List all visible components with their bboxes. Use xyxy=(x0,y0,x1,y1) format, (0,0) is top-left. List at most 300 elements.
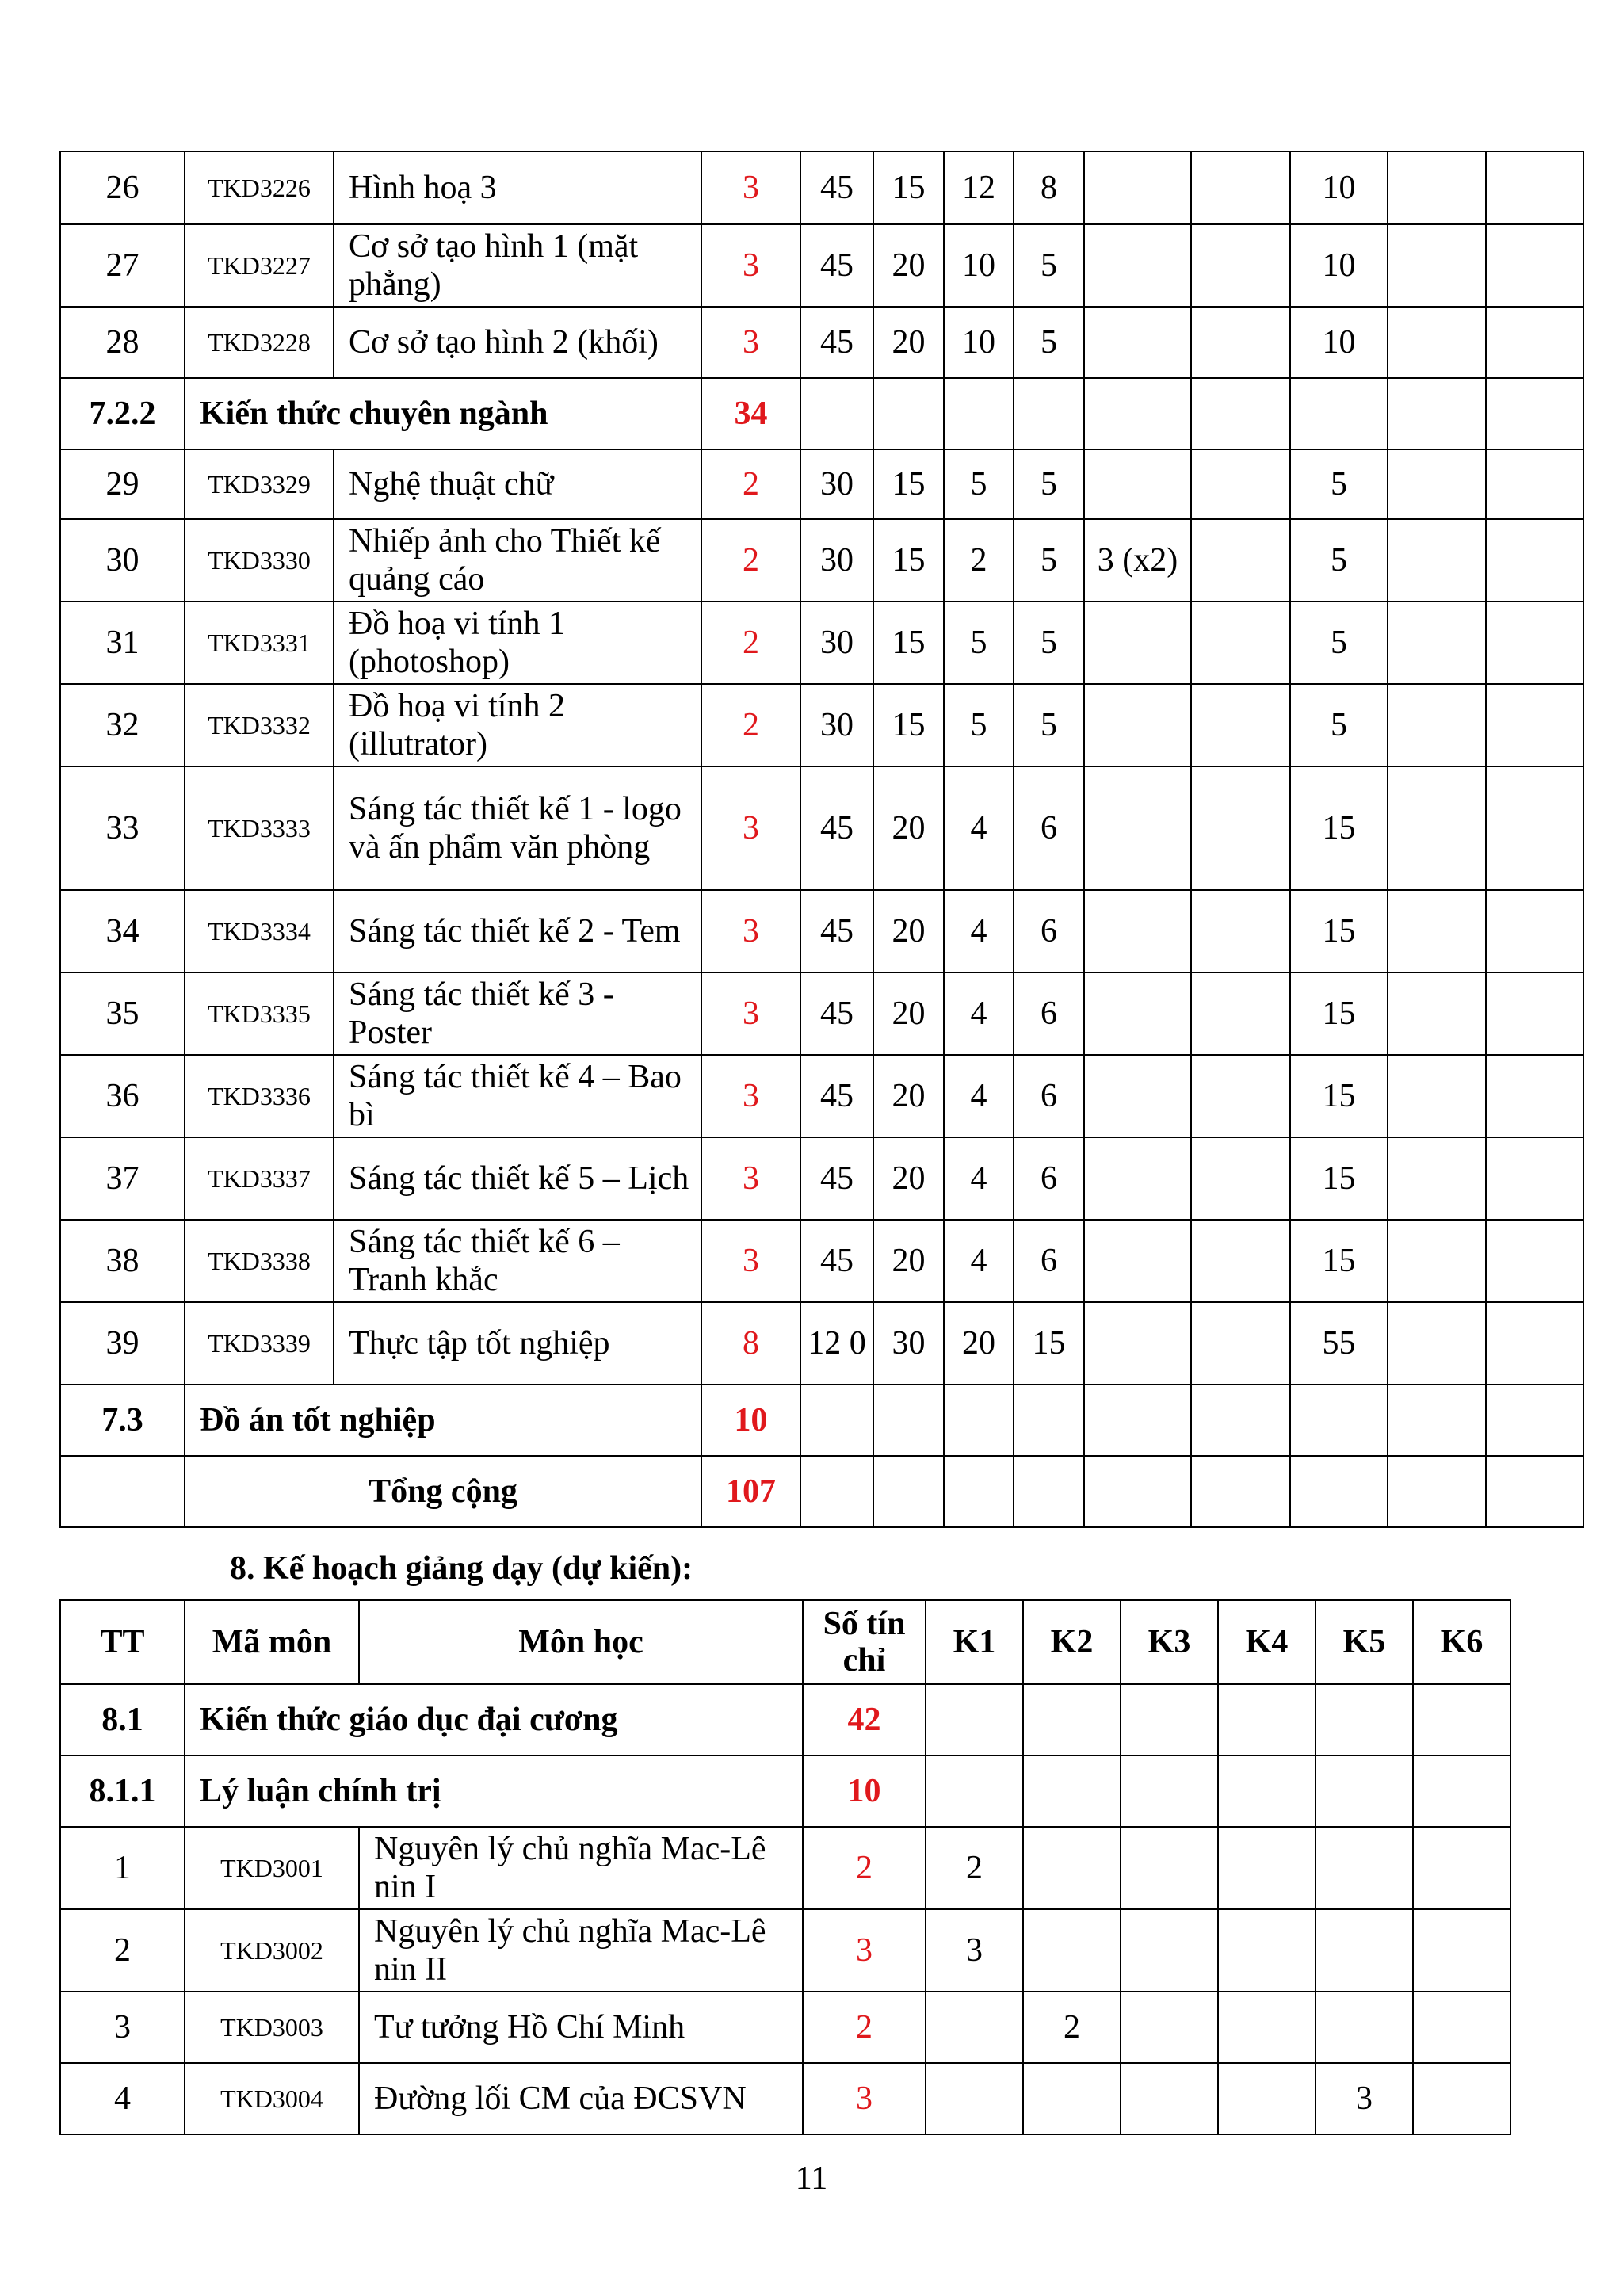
row-number: 3 xyxy=(60,1992,185,2063)
empty-cell xyxy=(944,378,1014,449)
row-number: 39 xyxy=(60,1302,185,1385)
hours-c5 xyxy=(1084,151,1191,224)
total-label: Tổng cộng xyxy=(185,1456,701,1527)
course-name: Nhiếp ảnh cho Thiết kế quảng cáo xyxy=(334,519,701,602)
semester-k3 xyxy=(1121,1992,1218,2063)
row-number: 4 xyxy=(60,2063,185,2134)
row-number: 37 xyxy=(60,1137,185,1220)
hours-c2: 20 xyxy=(873,766,944,890)
hours-c3: 10 xyxy=(944,224,1014,307)
semester-k6 xyxy=(1413,2063,1510,2134)
hours-c7: 15 xyxy=(1290,1137,1388,1220)
hours-c8 xyxy=(1388,972,1486,1055)
hours-c2: 20 xyxy=(873,1055,944,1137)
header-code: Mã môn xyxy=(185,1600,359,1684)
hours-c1: 30 xyxy=(800,519,873,602)
section-title: Đồ án tốt nghiệp xyxy=(185,1385,701,1456)
course-name: Đồ hoạ vi tính 1 (photoshop) xyxy=(334,602,701,684)
hours-c7: 10 xyxy=(1290,224,1388,307)
hours-c4: 6 xyxy=(1014,1137,1084,1220)
section-credits: 10 xyxy=(701,1385,800,1456)
hours-c2: 15 xyxy=(873,519,944,602)
hours-c6 xyxy=(1191,151,1290,224)
empty-cell xyxy=(1388,1456,1486,1527)
semester-k1 xyxy=(926,1992,1023,2063)
hours-c8 xyxy=(1388,151,1486,224)
section-title: Kiến thức giáo dục đại cương xyxy=(185,1684,803,1755)
section-credits: 34 xyxy=(701,378,800,449)
hours-c8 xyxy=(1388,890,1486,972)
empty-cell xyxy=(1486,1385,1583,1456)
course-name: Cơ sở tạo hình 1 (mặt phẳng) xyxy=(334,224,701,307)
table-row xyxy=(60,684,1583,766)
course-code: TKD3335 xyxy=(185,972,334,1055)
hours-c4: 5 xyxy=(1014,684,1084,766)
row-number: 34 xyxy=(60,890,185,972)
hours-c5 xyxy=(1084,890,1191,972)
course-code: TKD3227 xyxy=(185,224,334,307)
hours-c3: 5 xyxy=(944,684,1014,766)
semester-k4 xyxy=(1218,1909,1316,1992)
course-credits: 3 xyxy=(701,1055,800,1137)
section-number: 8.1.1 xyxy=(60,1755,185,1827)
hours-c7: 10 xyxy=(1290,307,1388,378)
course-code: TKD3332 xyxy=(185,684,334,766)
hours-c2: 15 xyxy=(873,684,944,766)
course-name: Sáng tác thiết kế 1 - logo và ấn phẩm văn phòng xyxy=(334,766,701,890)
course-name: Thực tập tốt nghiệp xyxy=(334,1302,701,1385)
empty-cell xyxy=(1023,1684,1121,1755)
hours-c6 xyxy=(1191,224,1290,307)
curriculum-table-7 xyxy=(59,151,1584,1528)
row-number: 33 xyxy=(60,766,185,890)
semester-k2 xyxy=(1023,2063,1121,2134)
semester-k1 xyxy=(926,2063,1023,2134)
hours-c5 xyxy=(1084,1137,1191,1220)
empty-cell xyxy=(1486,378,1583,449)
hours-c4: 15 xyxy=(1014,1302,1084,1385)
empty-cell xyxy=(1290,1385,1388,1456)
header-k3: K3 xyxy=(1121,1600,1218,1684)
hours-c2: 20 xyxy=(873,224,944,307)
course-name: Đường lối CM của ĐCSVN xyxy=(359,2063,803,2134)
hours-c6 xyxy=(1191,1055,1290,1137)
hours-c3: 4 xyxy=(944,890,1014,972)
empty-cell xyxy=(1014,1385,1084,1456)
hours-c3: 20 xyxy=(944,1302,1014,1385)
header-k2: K2 xyxy=(1023,1600,1121,1684)
hours-c7: 5 xyxy=(1290,449,1388,519)
teaching-plan-table xyxy=(59,1599,1511,2135)
hours-c5 xyxy=(1084,1055,1191,1137)
hours-c3: 5 xyxy=(944,449,1014,519)
hours-c1: 45 xyxy=(800,972,873,1055)
row-number: 2 xyxy=(60,1909,185,1992)
hours-c9 xyxy=(1486,1302,1583,1385)
hours-c1: 45 xyxy=(800,1137,873,1220)
empty-cell xyxy=(1121,1755,1218,1827)
hours-c8 xyxy=(1388,519,1486,602)
hours-c8 xyxy=(1388,1302,1486,1385)
empty-cell xyxy=(944,1385,1014,1456)
course-name: Nguyên lý chủ nghĩa Mac-Lê nin II xyxy=(359,1909,803,1992)
hours-c8 xyxy=(1388,449,1486,519)
header-name: Môn học xyxy=(359,1600,803,1684)
hours-c4: 5 xyxy=(1014,224,1084,307)
semester-k5 xyxy=(1316,1909,1413,1992)
hours-c8 xyxy=(1388,602,1486,684)
course-code: TKD3338 xyxy=(185,1220,334,1302)
hours-c1: 45 xyxy=(800,307,873,378)
empty-cell xyxy=(926,1755,1023,1827)
empty-cell xyxy=(1290,378,1388,449)
hours-c9 xyxy=(1486,519,1583,602)
hours-c1: 45 xyxy=(800,224,873,307)
hours-c8 xyxy=(1388,1055,1486,1137)
table-row xyxy=(60,972,1583,1055)
course-name: Nguyên lý chủ nghĩa Mac-Lê nin I xyxy=(359,1827,803,1909)
semester-k3 xyxy=(1121,2063,1218,2134)
semester-k4 xyxy=(1218,1827,1316,1909)
hours-c1: 30 xyxy=(800,684,873,766)
course-name: Nghệ thuật chữ xyxy=(334,449,701,519)
hours-c2: 15 xyxy=(873,151,944,224)
course-name: Sáng tác thiết kế 2 - Tem xyxy=(334,890,701,972)
hours-c9 xyxy=(1486,307,1583,378)
empty-cell xyxy=(1023,1755,1121,1827)
hours-c2: 20 xyxy=(873,1220,944,1302)
hours-c7: 15 xyxy=(1290,1220,1388,1302)
course-code: TKD3331 xyxy=(185,602,334,684)
table-row xyxy=(60,1220,1583,1302)
semester-k2 xyxy=(1023,1827,1121,1909)
semester-k6 xyxy=(1413,1992,1510,2063)
empty-cell xyxy=(1121,1684,1218,1755)
header-k6: K6 xyxy=(1413,1600,1510,1684)
hours-c5: 3 (x2) xyxy=(1084,519,1191,602)
semester-k5 xyxy=(1316,1827,1413,1909)
hours-c4: 8 xyxy=(1014,151,1084,224)
hours-c8 xyxy=(1388,1220,1486,1302)
semester-k5 xyxy=(1316,1992,1413,2063)
course-code: TKD3333 xyxy=(185,766,334,890)
hours-c3: 12 xyxy=(944,151,1014,224)
section-title: Kiến thức chuyên ngành xyxy=(185,378,701,449)
course-name: Hình hoạ 3 xyxy=(334,151,701,224)
hours-c2: 20 xyxy=(873,307,944,378)
hours-c3: 4 xyxy=(944,1220,1014,1302)
hours-c4: 6 xyxy=(1014,1055,1084,1137)
course-code: TKD3334 xyxy=(185,890,334,972)
semester-k1: 3 xyxy=(926,1909,1023,1992)
course-code: TKD3003 xyxy=(185,1992,359,2063)
empty-cell xyxy=(1218,1755,1316,1827)
hours-c1: 45 xyxy=(800,766,873,890)
course-code: TKD3001 xyxy=(185,1827,359,1909)
table-row xyxy=(60,602,1583,684)
semester-k3 xyxy=(1121,1827,1218,1909)
semester-k2 xyxy=(1023,1909,1121,1992)
hours-c7: 55 xyxy=(1290,1302,1388,1385)
course-credits: 2 xyxy=(803,1992,926,2063)
empty-cell xyxy=(1413,1684,1510,1755)
hours-c6 xyxy=(1191,684,1290,766)
row-number: 38 xyxy=(60,1220,185,1302)
empty-cell xyxy=(1290,1456,1388,1527)
row-number: 35 xyxy=(60,972,185,1055)
course-credits: 3 xyxy=(701,224,800,307)
empty-cell xyxy=(1316,1684,1413,1755)
hours-c9 xyxy=(1486,224,1583,307)
hours-c9 xyxy=(1486,602,1583,684)
course-name: Sáng tác thiết kế 5 – Lịch xyxy=(334,1137,701,1220)
course-code: TKD3002 xyxy=(185,1909,359,1992)
hours-c5 xyxy=(1084,307,1191,378)
empty-cell xyxy=(1413,1755,1510,1827)
course-credits: 3 xyxy=(701,890,800,972)
section-number: 7.3 xyxy=(60,1385,185,1456)
empty-cell xyxy=(1191,378,1290,449)
hours-c9 xyxy=(1486,766,1583,890)
hours-c9 xyxy=(1486,1220,1583,1302)
course-name: Sáng tác thiết kế 3 - Poster xyxy=(334,972,701,1055)
semester-k3 xyxy=(1121,1909,1218,1992)
course-credits: 3 xyxy=(701,766,800,890)
hours-c1: 30 xyxy=(800,449,873,519)
hours-c6 xyxy=(1191,972,1290,1055)
course-name: Sáng tác thiết kế 6 – Tranh khắc xyxy=(334,1220,701,1302)
hours-c5 xyxy=(1084,1302,1191,1385)
empty-cell xyxy=(873,1385,944,1456)
row-number: 32 xyxy=(60,684,185,766)
section-credits: 10 xyxy=(803,1755,926,1827)
hours-c1: 45 xyxy=(800,1055,873,1137)
course-code: TKD3339 xyxy=(185,1302,334,1385)
empty-cell xyxy=(926,1684,1023,1755)
course-credits: 3 xyxy=(701,307,800,378)
empty-cell xyxy=(1084,1456,1191,1527)
hours-c2: 20 xyxy=(873,1137,944,1220)
empty-cell xyxy=(800,378,873,449)
empty-cell xyxy=(1191,1385,1290,1456)
hours-c8 xyxy=(1388,307,1486,378)
empty-cell xyxy=(60,1456,185,1527)
hours-c7: 5 xyxy=(1290,602,1388,684)
semester-k2: 2 xyxy=(1023,1992,1121,2063)
header-k5: K5 xyxy=(1316,1600,1413,1684)
hours-c5 xyxy=(1084,766,1191,890)
table-row xyxy=(60,307,1583,378)
empty-cell xyxy=(1218,1684,1316,1755)
hours-c7: 15 xyxy=(1290,1055,1388,1137)
total-row xyxy=(60,1456,1583,1527)
header-k4: K4 xyxy=(1218,1600,1316,1684)
hours-c6 xyxy=(1191,449,1290,519)
hours-c5 xyxy=(1084,224,1191,307)
hours-c8 xyxy=(1388,1137,1486,1220)
header-tt: TT xyxy=(60,1600,185,1684)
header-credits: Số tín chỉ xyxy=(803,1600,926,1684)
hours-c4: 5 xyxy=(1014,449,1084,519)
hours-c4: 5 xyxy=(1014,519,1084,602)
hours-c9 xyxy=(1486,972,1583,1055)
hours-c1: 30 xyxy=(800,602,873,684)
hours-c7: 15 xyxy=(1290,890,1388,972)
table-row xyxy=(60,1137,1583,1220)
semester-k6 xyxy=(1413,1909,1510,1992)
empty-cell xyxy=(944,1456,1014,1527)
section-title: Lý luận chính trị xyxy=(185,1755,803,1827)
hours-c6 xyxy=(1191,519,1290,602)
empty-cell xyxy=(800,1385,873,1456)
section-row xyxy=(60,1684,1510,1755)
empty-cell xyxy=(1191,1456,1290,1527)
hours-c6 xyxy=(1191,766,1290,890)
hours-c3: 2 xyxy=(944,519,1014,602)
page-number: 11 xyxy=(795,2160,828,2197)
table-row xyxy=(60,890,1583,972)
table-row xyxy=(60,449,1583,519)
section-row xyxy=(60,1755,1510,1827)
empty-cell xyxy=(1014,1456,1084,1527)
hours-c8 xyxy=(1388,766,1486,890)
course-credits: 3 xyxy=(701,1137,800,1220)
table-row xyxy=(60,1909,1510,1992)
course-code: TKD3336 xyxy=(185,1055,334,1137)
hours-c4: 6 xyxy=(1014,890,1084,972)
table-row xyxy=(60,2063,1510,2134)
hours-c4: 5 xyxy=(1014,307,1084,378)
hours-c6 xyxy=(1191,890,1290,972)
hours-c4: 6 xyxy=(1014,972,1084,1055)
hours-c2: 15 xyxy=(873,449,944,519)
empty-cell xyxy=(873,1456,944,1527)
hours-c5 xyxy=(1084,972,1191,1055)
row-number: 1 xyxy=(60,1827,185,1909)
hours-c9 xyxy=(1486,1137,1583,1220)
hours-c5 xyxy=(1084,1220,1191,1302)
course-name: Sáng tác thiết kế 4 – Bao bì xyxy=(334,1055,701,1137)
section-row xyxy=(60,1385,1583,1456)
hours-c5 xyxy=(1084,602,1191,684)
course-credits: 3 xyxy=(803,1909,926,1992)
hours-c4: 6 xyxy=(1014,766,1084,890)
hours-c9 xyxy=(1486,1055,1583,1137)
row-number: 29 xyxy=(60,449,185,519)
course-name: Đồ hoạ vi tính 2 (illutrator) xyxy=(334,684,701,766)
hours-c1: 12 0 xyxy=(800,1302,873,1385)
hours-c4: 5 xyxy=(1014,602,1084,684)
semester-k5: 3 xyxy=(1316,2063,1413,2134)
table-header-row xyxy=(60,1600,1510,1684)
semester-k1: 2 xyxy=(926,1827,1023,1909)
hours-c7: 10 xyxy=(1290,151,1388,224)
course-credits: 3 xyxy=(803,2063,926,2134)
hours-c9 xyxy=(1486,890,1583,972)
hours-c7: 15 xyxy=(1290,972,1388,1055)
section-credits: 42 xyxy=(803,1684,926,1755)
row-number: 26 xyxy=(60,151,185,224)
course-credits: 3 xyxy=(701,972,800,1055)
course-credits: 2 xyxy=(803,1827,926,1909)
hours-c2: 20 xyxy=(873,890,944,972)
empty-cell xyxy=(873,378,944,449)
row-number: 36 xyxy=(60,1055,185,1137)
hours-c2: 15 xyxy=(873,602,944,684)
row-number: 28 xyxy=(60,307,185,378)
hours-c6 xyxy=(1191,1220,1290,1302)
course-credits: 2 xyxy=(701,602,800,684)
hours-c7: 5 xyxy=(1290,519,1388,602)
header-k1: K1 xyxy=(926,1600,1023,1684)
semester-k4 xyxy=(1218,2063,1316,2134)
table-row xyxy=(60,766,1583,890)
course-credits: 3 xyxy=(701,151,800,224)
hours-c9 xyxy=(1486,151,1583,224)
hours-c8 xyxy=(1388,224,1486,307)
semester-k6 xyxy=(1413,1827,1510,1909)
table-row xyxy=(60,224,1583,307)
hours-c5 xyxy=(1084,449,1191,519)
course-code: TKD3228 xyxy=(185,307,334,378)
course-credits: 8 xyxy=(701,1302,800,1385)
course-code: TKD3337 xyxy=(185,1137,334,1220)
total-credits: 107 xyxy=(701,1456,800,1527)
hours-c1: 45 xyxy=(800,151,873,224)
hours-c1: 45 xyxy=(800,890,873,972)
hours-c9 xyxy=(1486,449,1583,519)
course-code: TKD3329 xyxy=(185,449,334,519)
course-credits: 2 xyxy=(701,449,800,519)
hours-c6 xyxy=(1191,602,1290,684)
hours-c1: 45 xyxy=(800,1220,873,1302)
section-number: 7.2.2 xyxy=(60,378,185,449)
course-credits: 2 xyxy=(701,519,800,602)
hours-c9 xyxy=(1486,684,1583,766)
hours-c4: 6 xyxy=(1014,1220,1084,1302)
empty-cell xyxy=(1388,1385,1486,1456)
table-row xyxy=(60,1827,1510,1909)
row-number: 31 xyxy=(60,602,185,684)
hours-c5 xyxy=(1084,684,1191,766)
row-number: 27 xyxy=(60,224,185,307)
empty-cell xyxy=(1316,1755,1413,1827)
hours-c8 xyxy=(1388,684,1486,766)
empty-cell xyxy=(1084,378,1191,449)
hours-c3: 4 xyxy=(944,972,1014,1055)
hours-c6 xyxy=(1191,1302,1290,1385)
empty-cell xyxy=(1388,378,1486,449)
table-row xyxy=(60,519,1583,602)
course-code: TKD3004 xyxy=(185,2063,359,2134)
table-row xyxy=(60,1055,1583,1137)
hours-c7: 15 xyxy=(1290,766,1388,890)
section-row xyxy=(60,378,1583,449)
table-row xyxy=(60,1992,1510,2063)
section-number: 8.1 xyxy=(60,1684,185,1755)
hours-c3: 4 xyxy=(944,1055,1014,1137)
course-code: TKD3330 xyxy=(185,519,334,602)
row-number: 30 xyxy=(60,519,185,602)
empty-cell xyxy=(1084,1385,1191,1456)
hours-c6 xyxy=(1191,1137,1290,1220)
hours-c2: 30 xyxy=(873,1302,944,1385)
hours-c3: 10 xyxy=(944,307,1014,378)
hours-c2: 20 xyxy=(873,972,944,1055)
course-code: TKD3226 xyxy=(185,151,334,224)
course-credits: 2 xyxy=(701,684,800,766)
hours-c3: 4 xyxy=(944,766,1014,890)
